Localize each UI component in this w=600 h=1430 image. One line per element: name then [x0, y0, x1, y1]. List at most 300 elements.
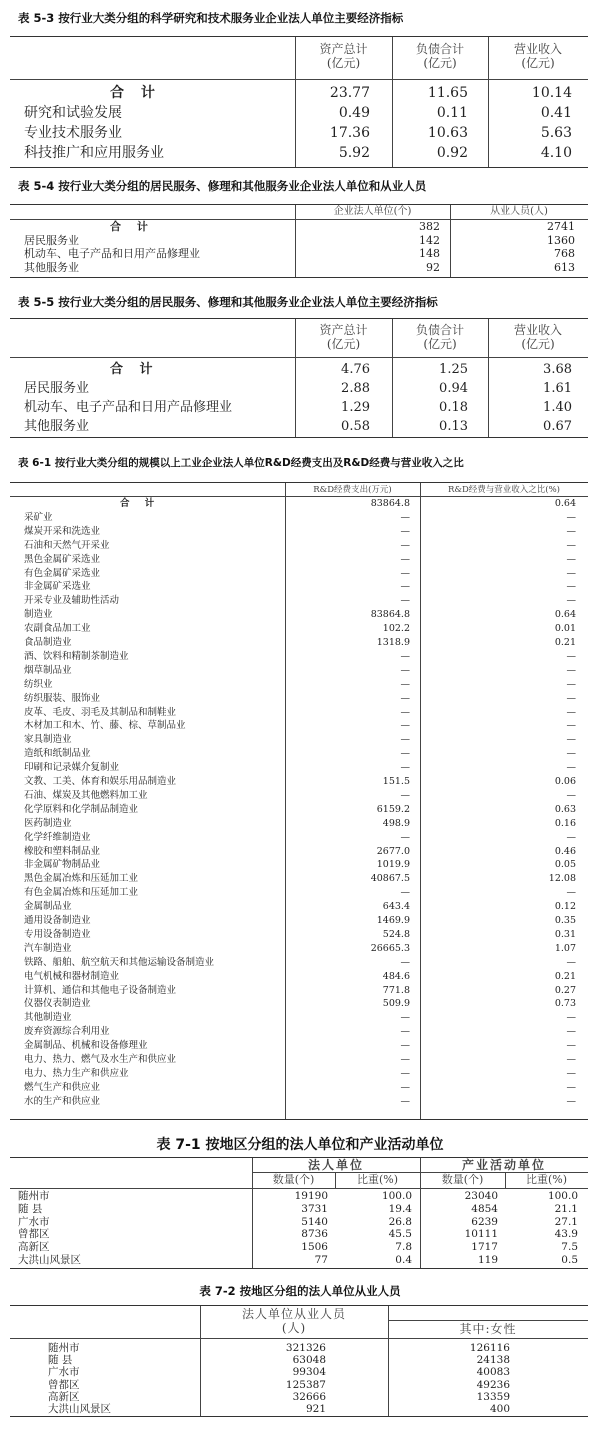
cell-value: —	[566, 539, 576, 551]
cell-value: 92	[426, 260, 440, 274]
table-row	[10, 553, 588, 567]
column-header-line: 企业法人单位(个)	[333, 206, 412, 217]
cell-value: —	[400, 1012, 410, 1024]
cell-value: 77	[314, 1254, 328, 1266]
cell-value: —	[566, 664, 576, 676]
cell-value: 0.35	[554, 915, 576, 926]
cell-value: 32666	[292, 1390, 326, 1403]
row-label: 高新区	[48, 1390, 80, 1403]
table-row	[10, 956, 588, 970]
cell-value: 1717	[471, 1241, 498, 1254]
cell-value: 1.61	[543, 381, 572, 396]
cell-value: —	[566, 692, 576, 704]
cell-value: 613	[554, 260, 575, 274]
row-label: 非金属矿采选业	[24, 581, 91, 593]
row-label: 化学纤维制造业	[24, 831, 91, 843]
row-label: 机动车、电子产品和日用产品修理业	[24, 247, 200, 260]
cell-value: —	[566, 511, 576, 523]
cell-value: —	[400, 956, 410, 968]
cell-value: 24138	[476, 1354, 510, 1367]
cell-value: 12.08	[548, 873, 576, 885]
table-row	[10, 1391, 588, 1403]
cell-value: 45.5	[388, 1228, 412, 1241]
cell-value: —	[400, 789, 410, 801]
cell-value: 1.25	[439, 362, 468, 377]
cell-value: —	[400, 664, 410, 676]
cell-value: 498.9	[382, 817, 410, 829]
table-row	[10, 997, 588, 1011]
cell-value: 19.4	[388, 1202, 412, 1215]
column-header	[488, 42, 588, 70]
cell-value: —	[566, 595, 576, 607]
table-row	[10, 650, 588, 664]
cell-value: —	[400, 525, 410, 537]
table-row	[10, 1241, 588, 1254]
row-label: 有色金属矿采选业	[24, 567, 101, 579]
row-label: 煤炭开采和洗选业	[24, 525, 101, 537]
table-row	[10, 664, 588, 678]
row-label: 金属制品、机械和设备修理业	[24, 1040, 148, 1052]
column-header-line: R&D经费支出(万元)	[313, 485, 392, 495]
cell-value: —	[400, 581, 410, 593]
row-label: 纺织服装、服饰业	[24, 692, 101, 704]
column-header	[488, 323, 588, 351]
cell-value: 5140	[301, 1215, 328, 1228]
row-label: 食品制造业	[24, 637, 72, 648]
row-label: 木材加工和木、竹、藤、棕、草制品业	[24, 720, 186, 732]
cell-value: 0.64	[554, 498, 576, 509]
table-row	[10, 1095, 588, 1109]
cell-value: —	[566, 1081, 576, 1093]
row-label: 仪器仪表制造业	[24, 998, 91, 1010]
row-label: 纺织业	[24, 678, 53, 690]
cell-value: 0.49	[338, 105, 370, 121]
table-row	[10, 928, 588, 942]
table-row	[10, 1354, 588, 1366]
table-row	[10, 1342, 588, 1354]
row-label: 皮革、毛皮、羽毛及其制品和制鞋业	[24, 706, 177, 718]
cell-value: 0.12	[554, 901, 576, 913]
table-header	[10, 37, 588, 80]
table-row	[10, 1403, 588, 1415]
cell-value: 0.06	[554, 776, 576, 787]
table-5-3-title: 表 5-3 按行业大类分组的科学研究和技术服务业企业法人单位主要经济指标	[18, 11, 404, 25]
cell-value: 0.27	[554, 984, 576, 996]
cell-value: 0.4	[395, 1254, 412, 1266]
row-label: 采矿业	[24, 511, 53, 523]
cell-value: 1019.9	[376, 859, 410, 871]
table-row	[10, 497, 588, 511]
table-5-5-title: 表 5-5 按行业大类分组的居民服务、修理和其他服务业企业法人单位主要经济指标	[18, 295, 438, 309]
cell-value: 0.73	[554, 998, 576, 1010]
cell-value: 0.67	[543, 419, 572, 434]
table-row	[10, 511, 588, 525]
cell-value: —	[400, 539, 410, 551]
column-header-line: (亿元)	[423, 337, 457, 351]
cell-value: —	[566, 831, 576, 843]
cell-value: —	[566, 553, 576, 565]
table-6-1-title: 表 6-1 按行业大类分组的规模以上工业企业法人单位R&D经费支出及R&D经费与营业收入之比	[18, 457, 464, 469]
cell-value: 0.94	[439, 381, 468, 396]
row-label: 机动车、电子产品和日用产品修理业	[24, 400, 233, 415]
cell-value: 10111	[464, 1228, 498, 1241]
cell-value: 26665.3	[370, 942, 410, 954]
table-row	[10, 234, 588, 248]
row-label: 合 计	[110, 220, 154, 233]
cell-value: 6159.2	[376, 803, 410, 815]
table-row	[10, 900, 588, 914]
table-row	[10, 1011, 588, 1025]
cell-value: —	[400, 595, 410, 607]
table-row	[10, 608, 588, 622]
row-label: 非金属矿物制品业	[24, 859, 101, 871]
cell-value: —	[400, 720, 410, 732]
table-7-2-title: 表 7-2 按地区分组的法人单位从业人员	[199, 1284, 401, 1298]
row-label: 造纸和纸制品业	[24, 748, 91, 760]
cell-value: 40867.5	[370, 873, 410, 885]
column-header-line: (人)	[281, 1321, 307, 1335]
cell-value: 0.16	[554, 817, 576, 829]
cell-value: —	[566, 706, 576, 718]
table-row	[10, 970, 588, 984]
column-header	[450, 205, 588, 219]
column-header: 比重(%)	[356, 1173, 399, 1186]
cell-value: 10.14	[531, 85, 572, 101]
table-row	[10, 143, 588, 163]
cell-value: 0.58	[341, 419, 370, 434]
cell-value: 0.41	[540, 105, 572, 121]
column-header-line: 其中:女性	[459, 1322, 517, 1336]
cell-value: 768	[554, 247, 575, 260]
cell-value: 27.1	[554, 1215, 578, 1228]
cell-value: —	[566, 956, 576, 968]
table-row	[10, 83, 588, 103]
row-label: 有色金属冶炼和压延加工业	[24, 887, 139, 899]
cell-value: 643.4	[382, 901, 410, 913]
cell-value: 2.88	[341, 381, 370, 396]
cell-value: 1360	[547, 233, 575, 247]
cell-value: 26.8	[388, 1215, 412, 1228]
table-row	[10, 1190, 588, 1203]
table-row	[10, 525, 588, 539]
cell-value: —	[400, 887, 410, 899]
row-label: 随 县	[18, 1202, 43, 1215]
cell-value: —	[566, 734, 576, 746]
row-label: 居民服务业	[24, 381, 90, 396]
cell-value: 63048	[292, 1354, 326, 1367]
row-label: 居民服务业	[24, 233, 79, 247]
table-6-1	[10, 482, 588, 1120]
cell-value: 23.77	[329, 85, 370, 101]
cell-value: —	[566, 887, 576, 899]
row-label: 水的生产和供应业	[24, 1095, 101, 1107]
row-label: 大洪山风景区	[18, 1254, 81, 1266]
cell-value: —	[566, 720, 576, 732]
cell-value: —	[400, 553, 410, 565]
cell-value: —	[400, 748, 410, 760]
table-row	[10, 1039, 588, 1053]
table-row	[10, 1366, 588, 1378]
cell-value: 921	[305, 1403, 326, 1415]
row-label: 随州市	[48, 1342, 80, 1354]
row-label: 通用设备制造业	[24, 915, 91, 926]
cell-value: —	[400, 762, 410, 774]
table-row	[10, 872, 588, 886]
row-label: 曾都区	[48, 1378, 80, 1391]
cell-value: 771.8	[382, 984, 410, 996]
cell-value: 125387	[285, 1378, 326, 1391]
table-header	[10, 205, 588, 220]
cell-value: 524.8	[382, 928, 410, 940]
table-row	[10, 775, 588, 789]
row-label: 合 计	[120, 498, 161, 509]
cell-value: 0.64	[554, 609, 576, 621]
cell-value: —	[566, 1054, 576, 1065]
cell-value: 13359	[476, 1390, 510, 1403]
cell-value: 1469.9	[376, 915, 410, 926]
cell-value: 5.92	[338, 145, 370, 161]
cell-value: —	[400, 734, 410, 746]
column-header-line: (亿元)	[423, 56, 457, 70]
cell-value: 0.01	[554, 623, 576, 635]
table-row	[10, 1067, 588, 1081]
cell-value: 40083	[476, 1366, 510, 1379]
cell-value: —	[566, 762, 576, 774]
table-header	[10, 1158, 588, 1189]
column-header	[295, 205, 450, 219]
table-row	[10, 622, 588, 636]
row-label: 广水市	[48, 1366, 80, 1379]
table-header	[10, 483, 588, 497]
cell-value: 1318.9	[376, 637, 410, 648]
table-row	[10, 247, 588, 261]
table-7-1-title: 表 7-1 按地区分组的法人单位和产业活动单位	[156, 1137, 444, 1153]
row-label: 铁路、船舶、航空航天和其他运输设备制造业	[24, 956, 215, 968]
table-row	[10, 1254, 588, 1267]
column-header-line: 负债合计	[415, 323, 464, 337]
cell-value: 10.63	[427, 125, 468, 141]
row-label: 其他制造业	[24, 1012, 72, 1024]
row-label: 家具制造业	[24, 734, 72, 746]
cell-value: 1.40	[543, 400, 572, 415]
cell-value: —	[400, 1040, 410, 1052]
column-header: 数量(个)	[272, 1173, 315, 1186]
table-row	[10, 398, 588, 417]
table-row	[10, 733, 588, 747]
table-row	[10, 1053, 588, 1067]
table-row	[10, 1216, 588, 1229]
table-row	[10, 1228, 588, 1241]
column-header-line: (亿元)	[326, 56, 361, 70]
row-label: 专业技术服务业	[24, 125, 122, 141]
cell-value: —	[566, 581, 576, 593]
cell-value: 0.63	[554, 803, 576, 815]
column-header	[285, 483, 420, 497]
cell-value: 382	[419, 220, 440, 233]
cell-value: 2741	[547, 220, 575, 233]
column-header-line: 负债合计	[415, 42, 464, 56]
column-header	[392, 323, 488, 351]
table-row	[10, 706, 588, 720]
cell-value: 1.29	[341, 400, 370, 415]
column-header	[295, 323, 392, 351]
cell-value: 509.9	[382, 998, 410, 1010]
cell-value: —	[566, 1095, 576, 1107]
cell-value: —	[566, 789, 576, 801]
table-row	[10, 1025, 588, 1039]
table-header	[10, 1306, 588, 1339]
cell-value: 100.0	[547, 1190, 578, 1202]
cell-value: —	[566, 1067, 576, 1079]
row-label: 随 县	[48, 1354, 73, 1367]
row-label: 随州市	[18, 1190, 50, 1202]
cell-value: 119	[477, 1254, 498, 1266]
table-row	[10, 803, 588, 817]
column-header	[200, 1307, 388, 1335]
column-header-line: (亿元)	[521, 56, 555, 70]
cell-value: 23040	[464, 1190, 498, 1202]
table-7-2	[10, 1305, 588, 1417]
column-header	[295, 42, 392, 70]
cell-value: —	[566, 678, 576, 690]
cell-value: —	[400, 567, 410, 579]
table-row	[10, 379, 588, 398]
cell-value: —	[566, 748, 576, 760]
column-header	[420, 483, 588, 497]
cell-value: —	[400, 1054, 410, 1065]
row-label: 酒、饮料和精制茶制造业	[24, 650, 129, 662]
cell-value: 4.76	[341, 362, 370, 377]
column-header-line: 资产总计	[319, 42, 368, 56]
cell-value: —	[400, 678, 410, 690]
cell-value: 0.18	[439, 400, 468, 415]
cell-value: 0.13	[439, 419, 468, 434]
cell-value: —	[400, 511, 410, 523]
cell-value: 100.0	[381, 1190, 412, 1202]
cell-value: 0.21	[554, 637, 576, 648]
table-row	[10, 123, 588, 143]
row-label: 烟草制品业	[24, 664, 72, 676]
cell-value: 0.92	[436, 145, 468, 161]
row-label: 研究和试验发展	[24, 105, 122, 121]
table-row	[10, 1379, 588, 1391]
table-row	[10, 261, 588, 275]
cell-value: —	[566, 1012, 576, 1024]
group-header: 法人单位	[307, 1158, 364, 1172]
cell-value: —	[566, 1026, 576, 1038]
table-row	[10, 817, 588, 831]
cell-value: 102.2	[382, 623, 410, 635]
table-row	[10, 984, 588, 998]
table-row	[10, 845, 588, 859]
table-row	[10, 761, 588, 775]
cell-value: 8736	[301, 1228, 328, 1241]
row-label: 其他服务业	[24, 260, 79, 274]
cell-value: 0.31	[554, 928, 576, 940]
column-divider	[505, 1172, 506, 1188]
row-label: 黑色金属矿采选业	[24, 553, 101, 565]
row-label: 合 计	[110, 362, 159, 377]
table-row	[10, 789, 588, 803]
cell-value: 321326	[285, 1342, 326, 1354]
row-label: 电力、热力、燃气及水生产和供应业	[24, 1054, 177, 1065]
table-row	[10, 636, 588, 650]
table-5-4-title: 表 5-4 按行业大类分组的居民服务、修理和其他服务业企业法人单位和从业人员	[18, 179, 427, 193]
cell-value: 3.68	[543, 362, 572, 377]
column-header-line: R&D经费与营业收入之比(%)	[448, 485, 560, 495]
row-label: 曾都区	[18, 1228, 50, 1241]
row-label: 科技推广和应用服务业	[24, 145, 164, 161]
row-label: 橡胶和塑料制品业	[24, 845, 101, 857]
row-label: 废弃资源综合利用业	[24, 1026, 110, 1038]
cell-value: 0.05	[554, 859, 576, 871]
column-header	[392, 42, 488, 70]
row-label: 化学原料和化学制品制造业	[24, 803, 139, 815]
row-label: 石油、煤炭及其他燃料加工业	[24, 789, 148, 801]
cell-value: —	[400, 831, 410, 843]
cell-value: 11.65	[427, 85, 468, 101]
table-row	[10, 580, 588, 594]
column-header-line: 营业收入	[513, 42, 562, 56]
row-label: 黑色金属冶炼和压延加工业	[24, 873, 139, 885]
cell-value: 0.21	[554, 970, 576, 982]
cell-value: 1.07	[554, 942, 576, 954]
cell-value: 4854	[471, 1202, 498, 1215]
cell-value: 142	[419, 233, 440, 247]
cell-value: —	[400, 1081, 410, 1093]
row-label: 开采专业及辅助性活动	[24, 595, 120, 607]
cell-value: 83864.8	[370, 498, 410, 509]
table-row	[10, 1081, 588, 1095]
table-5-4	[10, 204, 588, 278]
table-header	[10, 319, 588, 358]
column-header	[388, 1322, 588, 1336]
table-row	[10, 103, 588, 123]
cell-value: 1506	[301, 1241, 328, 1254]
row-label: 文教、工美、体育和娱乐用品制造业	[24, 776, 177, 787]
cell-value: 484.6	[382, 970, 410, 982]
cell-value: —	[400, 706, 410, 718]
cell-value: —	[566, 567, 576, 579]
table-row	[10, 220, 588, 234]
cell-value: 148	[419, 247, 440, 260]
column-header-line: 法人单位从业人员	[241, 1307, 346, 1321]
column-header: 比重(%)	[525, 1173, 568, 1186]
cell-value: —	[400, 1026, 410, 1038]
table-5-5	[10, 318, 588, 438]
row-label: 电气机械和器材制造业	[24, 970, 120, 982]
cell-value: 5.63	[540, 125, 572, 141]
cell-value: —	[566, 650, 576, 662]
row-label: 大洪山风景区	[48, 1403, 111, 1415]
row-label: 制造业	[24, 609, 53, 621]
table-row	[10, 914, 588, 928]
cell-value: 0.5	[561, 1254, 578, 1266]
cell-value: 151.5	[382, 776, 410, 787]
cell-value: 49236	[476, 1378, 510, 1391]
table-7-1	[10, 1157, 588, 1269]
row-label: 其他服务业	[24, 419, 90, 434]
table-row	[10, 719, 588, 733]
cell-value: 43.9	[554, 1228, 578, 1241]
group-header: 产业活动单位	[461, 1158, 546, 1172]
cell-value: 2677.0	[376, 845, 410, 857]
row-label: 金属制品业	[24, 901, 72, 913]
cell-value: 21.1	[554, 1202, 578, 1215]
row-label: 合 计	[110, 85, 161, 101]
column-header-line: 从业人员(人)	[490, 206, 548, 217]
row-label: 燃气生产和供应业	[24, 1081, 101, 1093]
